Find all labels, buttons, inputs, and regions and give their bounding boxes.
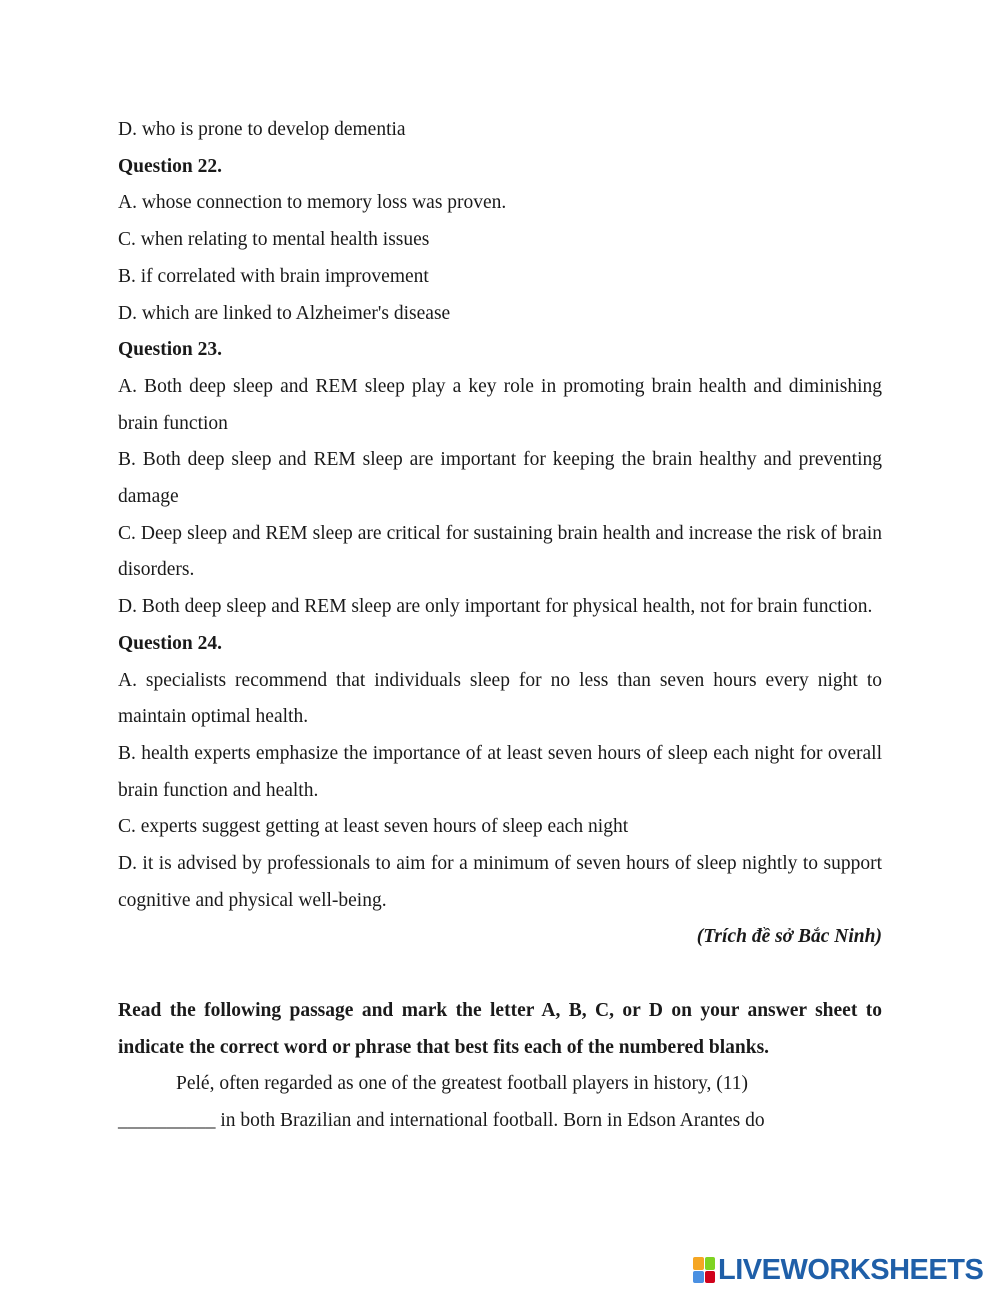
q22-option-d[interactable]: D. which are linked to Alzheimer's disease [118,302,451,324]
logo-text: LIVEWORKSHEETS [718,1254,984,1286]
q24-option-a[interactable]: A. specialists recommend that individuals sleep for no less than seven hours every night to maintain optimal health. [118,669,882,728]
q24-option-d[interactable]: D. it is advised by professionals to aim for a minimum of seven hours of sleep nightly to support cognitive and physical well-being. [118,853,882,911]
logo-badge-icon [693,1257,715,1283]
logo-tile-blue [693,1271,704,1284]
q24-heading: Question 24. [118,632,223,654]
q22-option-b[interactable]: B. if correlated with brain improvement [118,265,429,287]
q22-heading: Question 22. [118,155,223,177]
passage-instruction: Read the following passage and mark the letter A, B, C, or D on your answer sheet to indicate the correct word or phrase that best fits each of the numbered blanks. [118,999,882,1058]
logo-tile-orange [693,1257,704,1270]
q23-option-a[interactable]: A. Both deep sleep and REM sleep play a key role in promoting brain health and diminishing brain function [118,375,882,434]
worksheet-page [118,112,882,1140]
liveworksheets-logo [693,1254,983,1286]
q24-option-c[interactable]: C. experts suggest getting at least seven hours of sleep each night [118,816,629,838]
q21-option-d[interactable]: D. who is prone to develop dementia [118,119,406,140]
q23-option-c[interactable]: C. Deep sleep and REM sleep are critical for sustaining brain health and increase the risk of brain disorders. [118,522,882,581]
source-citation: (Trích đề sở Bắc Ninh) [696,926,882,948]
passage-line-1: Pelé, often regarded as one of the greatest football players in history, (11) [176,1073,748,1095]
section-divider-space [118,956,882,993]
logo-tile-red [705,1271,716,1284]
q22-option-a[interactable]: A. whose connection to memory loss was proven. [118,192,507,214]
q23-option-b[interactable]: B. Both deep sleep and REM sleep are important for keeping the brain healthy and preventing damage [118,449,882,508]
passage-line-2: __________ in both Brazilian and international football. Born in Edson Arantes do [118,1109,765,1131]
q22-option-c[interactable]: C. when relating to mental health issues [118,229,430,251]
q24-option-b[interactable]: B. health experts emphasize the importance of at least seven hours of sleep each night for overall brain function and health. [118,742,882,801]
logo-tile-green [705,1257,716,1270]
q23-option-d[interactable]: D. Both deep sleep and REM sleep are only important for physical health, not for brain function. [118,596,873,618]
q23-heading: Question 23. [118,339,223,361]
